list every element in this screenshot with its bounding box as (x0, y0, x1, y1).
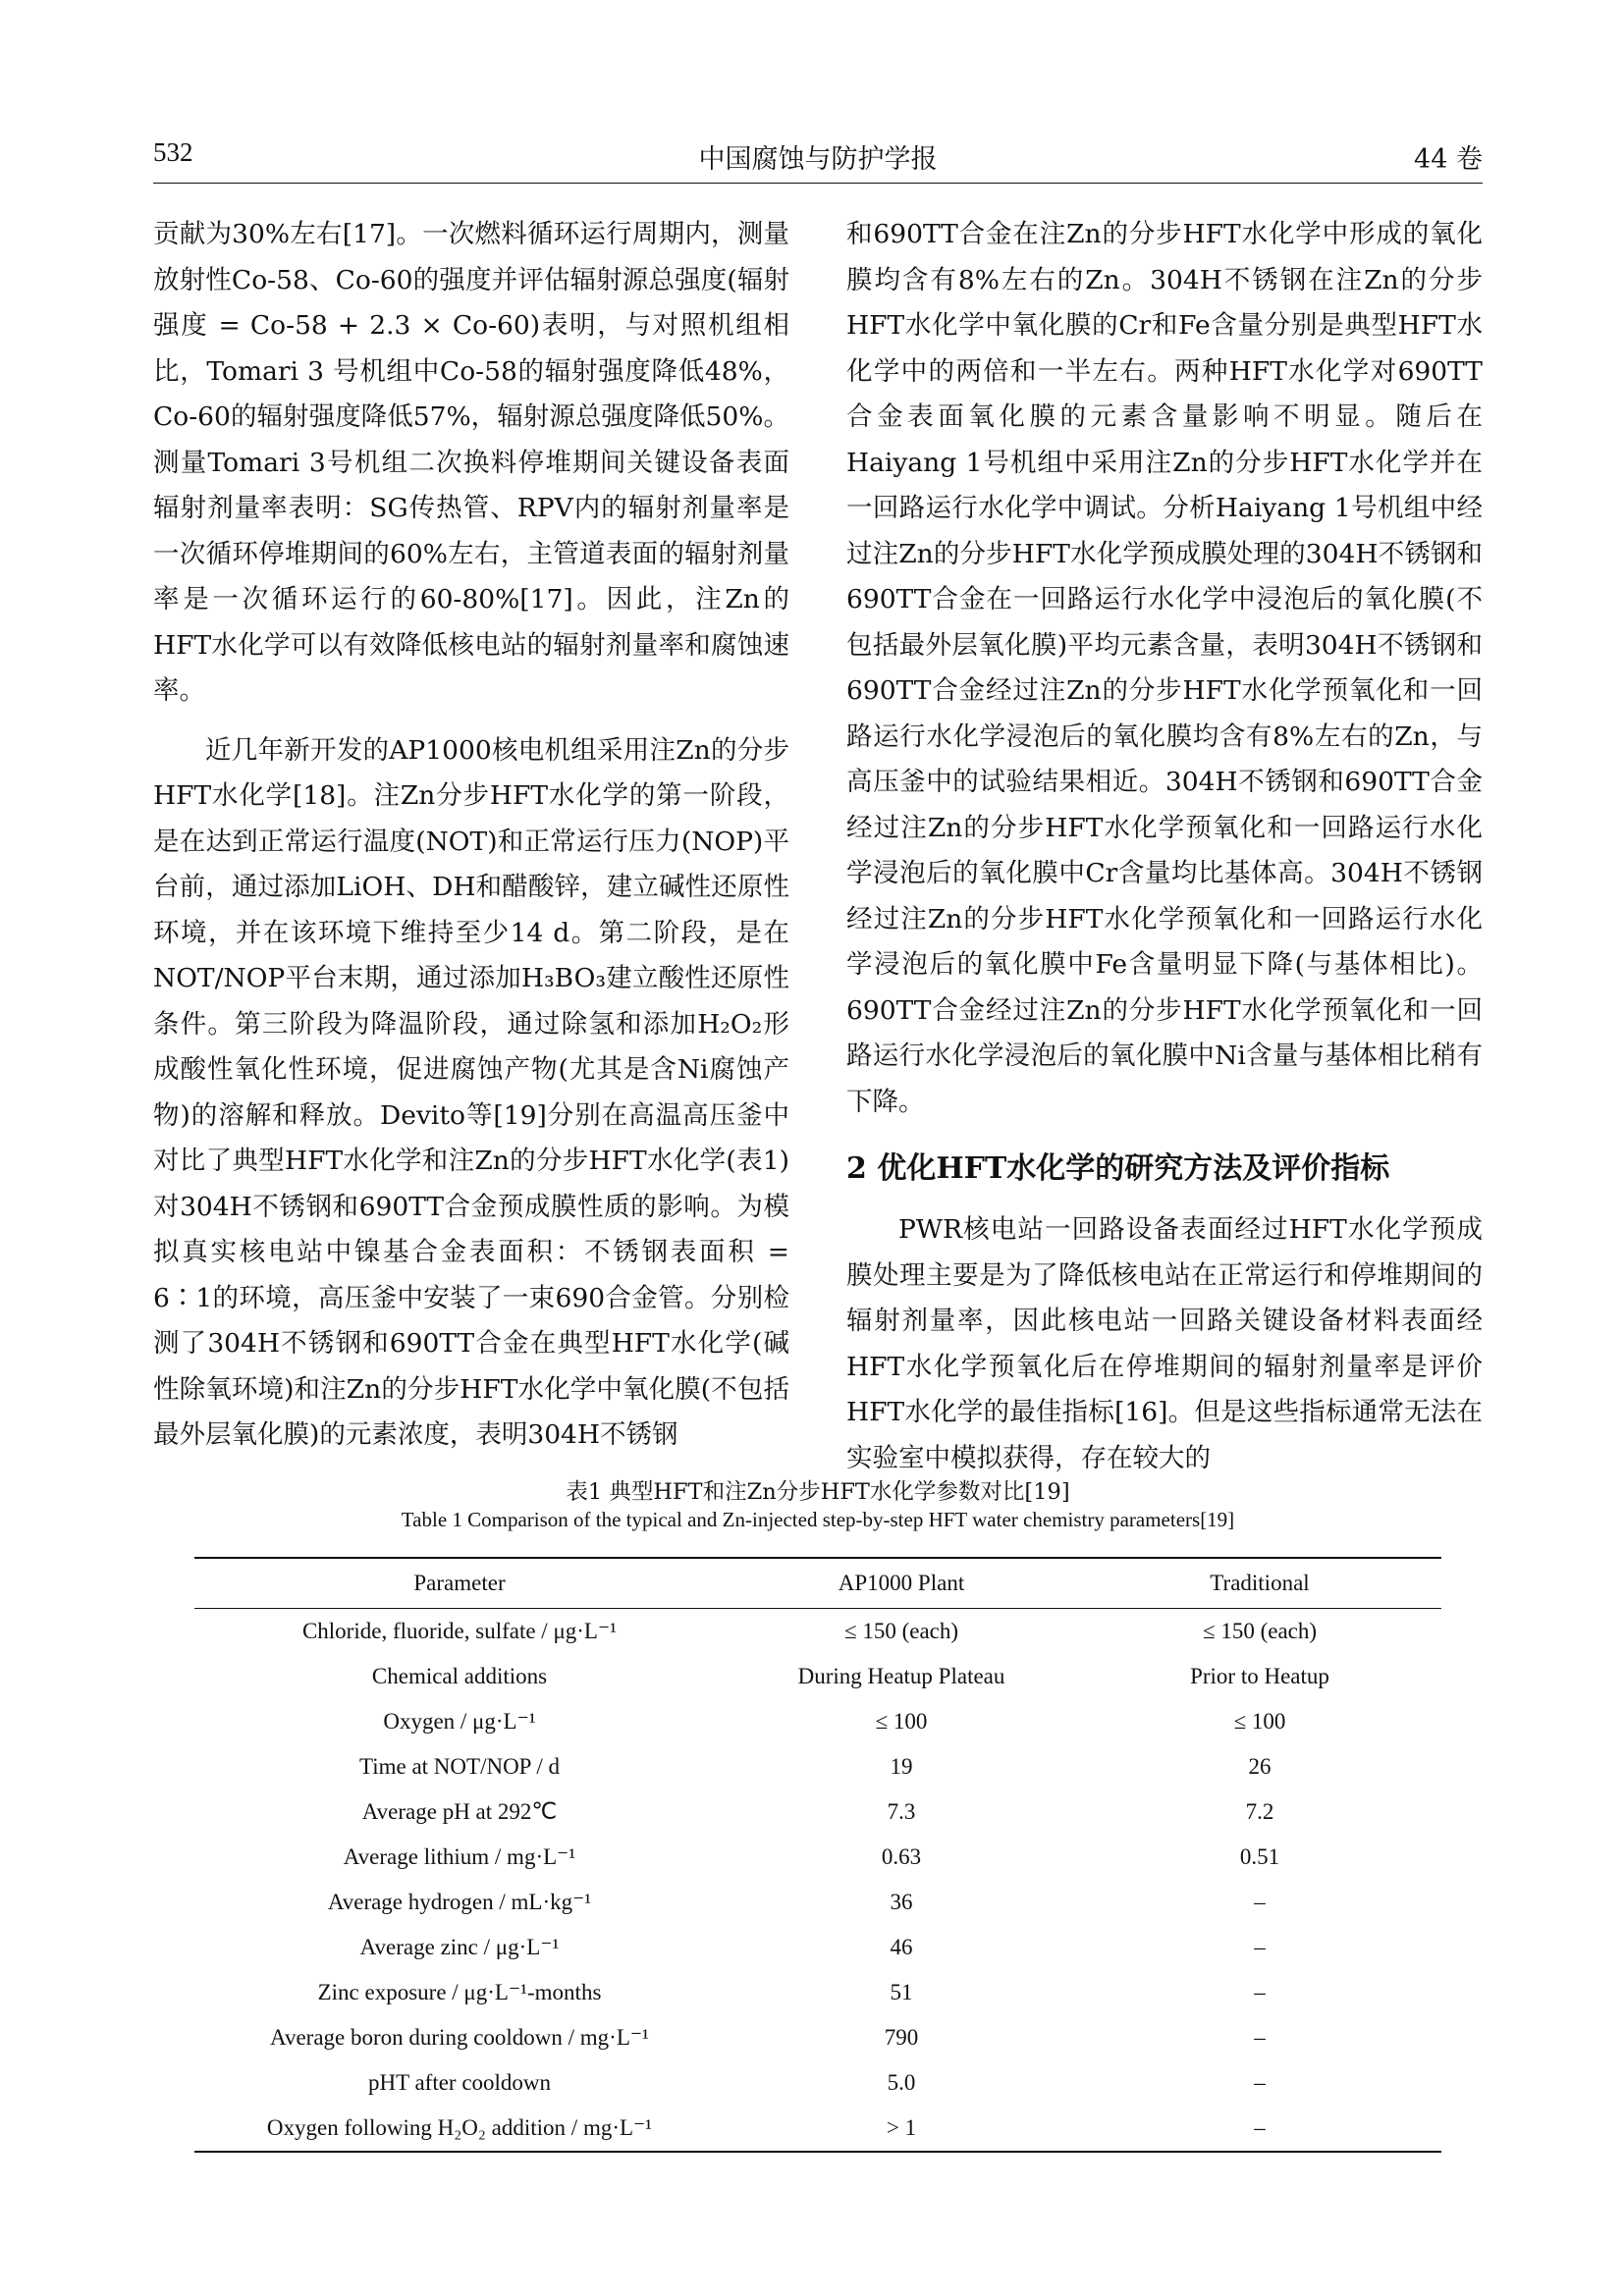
table-cell: 19 (890, 1754, 913, 1779)
table-cell: 5.0 (887, 2070, 916, 2095)
table-cell: – (1254, 2070, 1266, 2095)
table-cell: – (1254, 1890, 1266, 1914)
table-caption-zh: 表1 典型HFT和注Zn分步HFT水化学参数对比[19] (566, 1479, 1070, 1505)
table-cell: pHT after cooldown (367, 2070, 552, 2095)
table-cell: During Heatup Plateau (797, 1664, 1005, 1688)
table-cell: 46 (890, 1935, 913, 1959)
table-cell: – (1254, 2115, 1266, 2140)
table-row (194, 1835, 1441, 1880)
volume-label: 44 卷 (1414, 144, 1483, 175)
table-cell: 26 (1248, 1754, 1272, 1779)
table-cell: ≤ 150 (each) (843, 1619, 959, 1643)
table-caption-en: Table 1 Comparison of the typical and Zn-injected step-by-step HFT water chemistry parameters[19] (401, 1508, 1235, 1531)
table-cell: Time at NOT/NOP / d (358, 1754, 561, 1779)
table-cell: 7.2 (1245, 1799, 1274, 1824)
table-cell: – (1254, 1980, 1266, 2004)
table-cell: Prior to Heatup (1190, 1664, 1329, 1688)
parameter-table (194, 1557, 1441, 2153)
section-heading: 2 优化HFT水化学的研究方法及评价指标 (846, 1151, 1390, 1186)
table-row (194, 1654, 1441, 1699)
table-cell: > 1 (886, 2115, 917, 2140)
table-cell: – (1254, 2025, 1266, 2050)
table-cell: Oxygen / μg·L⁻¹ (383, 1709, 536, 1734)
table-cell: ≤ 100 (1233, 1709, 1286, 1734)
running-header (153, 137, 1483, 181)
column-header: Parameter (413, 1571, 506, 1595)
table-cell: 790 (884, 2025, 919, 2050)
table-cell: 36 (890, 1890, 913, 1914)
table-cell: Average lithium / mg·L⁻¹ (343, 1844, 576, 1869)
right-column (846, 212, 1483, 1481)
table-row (194, 1609, 1441, 1655)
table-cell: Average hydrogen / mL·kg⁻¹ (327, 1890, 592, 1914)
table-row (194, 1699, 1441, 1744)
table-cell: Chemical additions (371, 1664, 548, 1688)
paragraph: PWR核电站一回路设备表面经过HFT水化学预成膜处理主要是为了降低核电站在正常运行和停堆期间的辐射剂量率，因此核电站一回路关键设备材料表面经HFT水化学预氧化后在停堆期间的辐射剂量率是评价HFT水化学的最佳指标[16]。但是这些指标通常无法在实验室中模拟获得，存在较大的 (846, 1214, 1483, 1473)
column-header: Traditional (1210, 1571, 1310, 1595)
table-cell: 0.63 (881, 1844, 922, 1869)
journal-title: 中国腐蚀与防护学报 (698, 144, 938, 175)
table-row (194, 2106, 1441, 2152)
table-cell: Average boron during cooldown / mg·L⁻¹ (270, 2025, 649, 2050)
table-row (194, 1880, 1441, 1925)
page-number: 532 (153, 137, 193, 167)
left-column (153, 212, 789, 1459)
table-cell: Oxygen following H₂O₂ addition / mg·L⁻¹ (266, 2115, 653, 2140)
table-cell: Average pH at 292℃ (361, 1799, 558, 1824)
table-row (194, 1970, 1441, 2015)
table-row (194, 1789, 1441, 1835)
table-cell: Chloride, fluoride, sulfate / μg·L⁻¹ (301, 1619, 618, 1643)
table-cell: – (1254, 1935, 1266, 1959)
paragraph: 贡献为30%左右[17]。一次燃料循环运行周期内，测量放射性Co-58、Co-60的强度并评估辐射源总强度(辐射强度 = Co-58 + 2.3 × Co-60)表明，与对照机组相比，Tomari 3 号机组中Co-58的辐射强度降低48%，Co-60的辐射强度降低57%，辐射源总强度降低50%。测量Tomari 3号机组二次换料停堆期间关键设备表面辐射剂量率表明：SG传热管、RPV内的辐射剂量率是一次循环停堆期间的60%左右，主管道表面的辐射剂量率是一次循环运行的60-80%[17]。因此，注Zn的HFT水化学可以有效降低核电站的辐射剂量率和腐蚀速率。 (153, 219, 789, 706)
table-cell: ≤ 150 (each) (1202, 1619, 1318, 1643)
header-rule (153, 183, 1483, 184)
table-cell: 7.3 (887, 1799, 916, 1824)
table-cell: Average zinc / μg·L⁻¹ (359, 1935, 560, 1959)
paragraph: 近几年新开发的AP1000核电机组采用注Zn的分步HFT水化学[18]。注Zn分步HFT水化学的第一阶段，是在达到正常运行温度(NOT)和正常运行压力(NOP)平台前，通过添加LiOH、DH和醋酸锌，建立碱性还原性环境，并在该环境下维持至少14 d。第二阶段，是在NOT/NOP平台末期，通过添加H₃BO₃建立酸性还原性条件。第三阶段为降温阶段，通过除氢和添加H₂O₂形成酸性氧化性环境，促进腐蚀产物(尤其是含Ni腐蚀产物)的溶解和释放。Devito等[19]分别在高温高压釜中对比了典型HFT水化学和注Zn的分步HFT水化学(表1)对304H不锈钢和690TT合金预成膜性质的影响。为模拟真实核电站中镍基合金表面积：不锈钢表面积 = 6∶1的环境，高压釜中安装了一束690合金管。分别检测了304H不锈钢和690TT合金在典型HFT水化学(碱性除氧环境)和注Zn的分步HFT水化学中氧化膜(不包括最外层氧化膜)的元素浓度，表明304H不锈钢 (153, 734, 789, 1450)
table-header-row (194, 1558, 1441, 1609)
table-cell: 51 (890, 1980, 913, 2004)
table-row (194, 2060, 1441, 2106)
table-cell: Zinc exposure / μg·L⁻¹-months (317, 1980, 602, 2004)
paragraph: 和690TT合金在注Zn的分步HFT水化学中形成的氧化膜均含有8%左右的Zn。304H不锈钢在注Zn的分步HFT水化学中氧化膜的Cr和Fe含量分别是典型HFT水化学中的两倍和一半左右。两种HFT水化学对690TT合金表面氧化膜的元素含量影响不明显。随后在Haiyang 1号机组中采用注Zn的分步HFT水化学并在一回路运行水化学中调试。分析Haiyang 1号机组中经过注Zn的分步HFT水化学预成膜处理的304H不锈钢和690TT合金在一回路运行水化学中浸泡后的氧化膜(不包括最外层氧化膜)平均元素含量，表明304H不锈钢和690TT合金经过注Zn的分步HFT水化学预氧化和一回路运行水化学浸泡后的氧化膜均含有8%左右的Zn，与高压釜中的试验结果相近。304H不锈钢和690TT合金经过注Zn的分步HFT水化学预氧化和一回路运行水化学浸泡后的氧化膜中Cr含量均比基体高。304H不锈钢经过注Zn的分步HFT水化学预氧化和一回路运行水化学浸泡后的氧化膜中Fe含量明显下降(与基体相比)。690TT合金经过注Zn的分步HFT水化学预氧化和一回路运行水化学浸泡后的氧化膜中Ni含量与基体相比稍有下降。 (846, 219, 1483, 1117)
table-cell: 0.51 (1239, 1844, 1280, 1869)
table-row (194, 1744, 1441, 1789)
table-row (194, 1925, 1441, 1970)
column-header: AP1000 Plant (838, 1571, 965, 1595)
table-cell: ≤ 100 (875, 1709, 928, 1734)
table-row (194, 2015, 1441, 2060)
